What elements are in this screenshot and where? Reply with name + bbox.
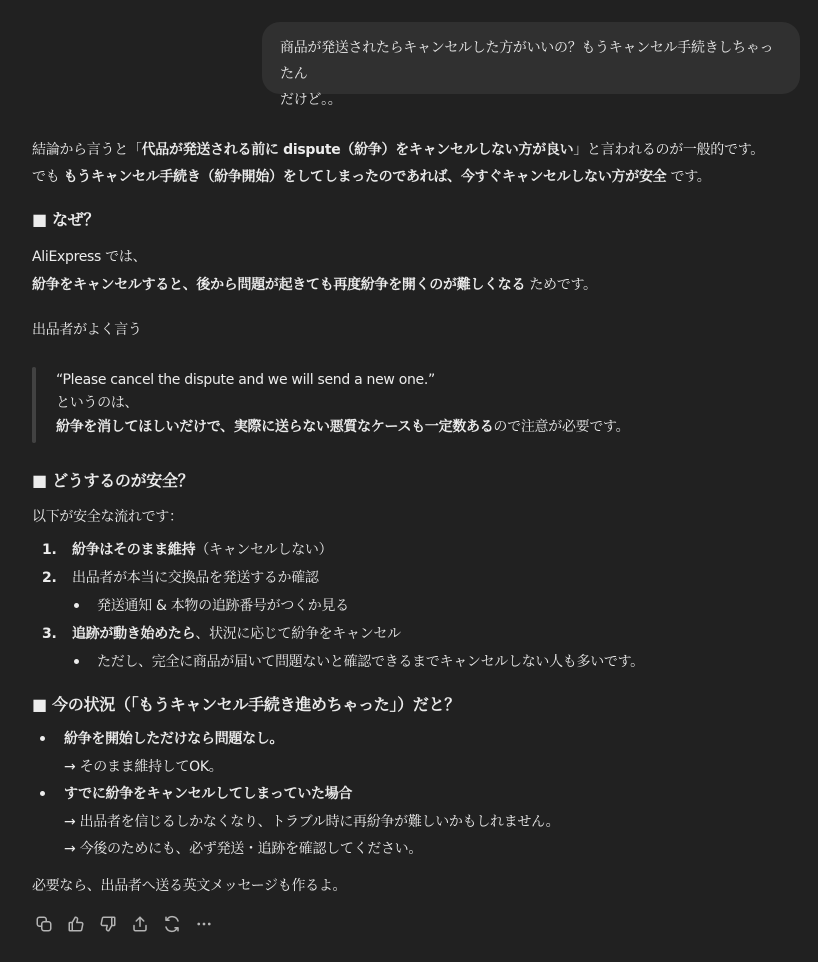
message-actions-toolbar <box>32 912 216 936</box>
bold-text: もうキャンセル手続き（紛争開始）をしてしまったのであれば、今すぐキャンセルしない方が安全 <box>63 169 667 185</box>
flow-intro: 以下が安全な流れです： <box>32 509 183 525</box>
text: 、状況に応じて紛争をキャンセル <box>195 626 401 642</box>
bold-text: 紛争はそのまま維持 <box>72 542 196 558</box>
text: でも <box>32 169 64 185</box>
quote-line-2: というのは、 <box>56 395 139 411</box>
case-2-arrow-2: → 今後のためにも、必ず発送・追跡を確認してください。 <box>64 841 423 857</box>
list-subitem-step-3: ただし、完全に商品が届いて問題ないと確認できるまでキャンセルしない人も多いです。 <box>97 654 644 670</box>
text: ためです。 <box>525 277 597 293</box>
list-number: 1. <box>42 542 57 558</box>
case-2-title: すでに紛争をキャンセルしてしまっていた場合 <box>64 786 353 802</box>
text: （キャンセルしない） <box>195 542 333 558</box>
list-number: 2. <box>42 570 57 586</box>
bold-text: 紛争をキャンセルすると、後から問題が起きても再度紛争を開くのが難しくなる <box>32 277 526 293</box>
bullet-dot <box>40 736 45 741</box>
share-button[interactable] <box>128 912 152 936</box>
thumbs-up-button[interactable] <box>64 912 88 936</box>
user-message-line: 商品が発送されたらキャンセルした方がいいの？もうキャンセル手続きしちゃったん <box>280 40 774 82</box>
closing-line: 必要なら、出品者へ送る英文メッセージも作るよ。 <box>32 878 347 894</box>
why-line-1: AliExpress では、 <box>32 249 147 265</box>
quote-line-1: “Please cancel the dispute and we will send a new one.” <box>56 372 435 388</box>
thumbs-up-icon <box>67 915 85 933</box>
thumbs-down-icon <box>99 915 117 933</box>
text: です。 <box>666 169 711 185</box>
copy-button[interactable] <box>32 912 56 936</box>
bullet-dot <box>74 659 79 664</box>
thumbs-down-button[interactable] <box>96 912 120 936</box>
why-line-2 <box>32 274 597 296</box>
list-item-step-1 <box>42 539 332 561</box>
case-2-arrow-1: → 出品者を信じるしかなくなり、トラブル時に再紛争が難しいかもしれません。 <box>64 814 560 830</box>
intro-line-2 <box>32 166 711 188</box>
bold-text: 紛争を消してほしいだけで、実際に送らない悪質なケースも一定数ある <box>56 419 494 435</box>
section-heading-safe: ■ どうするのが安全？ <box>32 471 194 490</box>
list-item-step-3 <box>42 623 401 645</box>
user-message-line: だけど。。 <box>280 92 342 108</box>
bold-text: 追跡が動き始めたら <box>72 626 196 642</box>
quote-line-3 <box>56 416 629 438</box>
text: 結論から言うと「 <box>32 142 142 158</box>
share-icon <box>131 915 149 933</box>
list-item-step-2 <box>42 567 319 589</box>
case-1-arrow: → そのまま維持してOK。 <box>64 759 223 775</box>
seller-says-line: 出品者がよく言う <box>32 322 142 338</box>
text: ので注意が必要です。 <box>493 419 630 435</box>
regenerate-icon <box>163 915 181 933</box>
list-number: 3. <box>42 626 57 642</box>
text: 出品者が本当に交換品を発送するか確認 <box>72 570 319 586</box>
list-subitem-step-2: 発送通知 & 本物の追跡番号がつくか見る <box>97 598 349 614</box>
copy-icon <box>35 915 53 933</box>
regenerate-button[interactable] <box>160 912 184 936</box>
bold-text: 代品が発送される前に dispute（紛争）をキャンセルしない方が良い <box>141 142 574 158</box>
blockquote-bar <box>32 367 36 443</box>
case-1-title: 紛争を開始しただけなら問題なし。 <box>64 731 284 747</box>
bullet-dot <box>74 603 79 608</box>
bullet-dot <box>40 791 45 796</box>
user-message-bubble <box>262 22 800 108</box>
more-icon <box>195 915 213 933</box>
text: 」と言われるのが一般的です。 <box>573 142 764 158</box>
section-heading-current: ■ 今の状況（「もうキャンセル手続き進めちゃった」）だと？ <box>32 695 460 714</box>
section-heading-why: ■ なぜ？ <box>32 210 100 229</box>
intro-line-1 <box>32 139 764 161</box>
more-button[interactable] <box>192 912 216 936</box>
